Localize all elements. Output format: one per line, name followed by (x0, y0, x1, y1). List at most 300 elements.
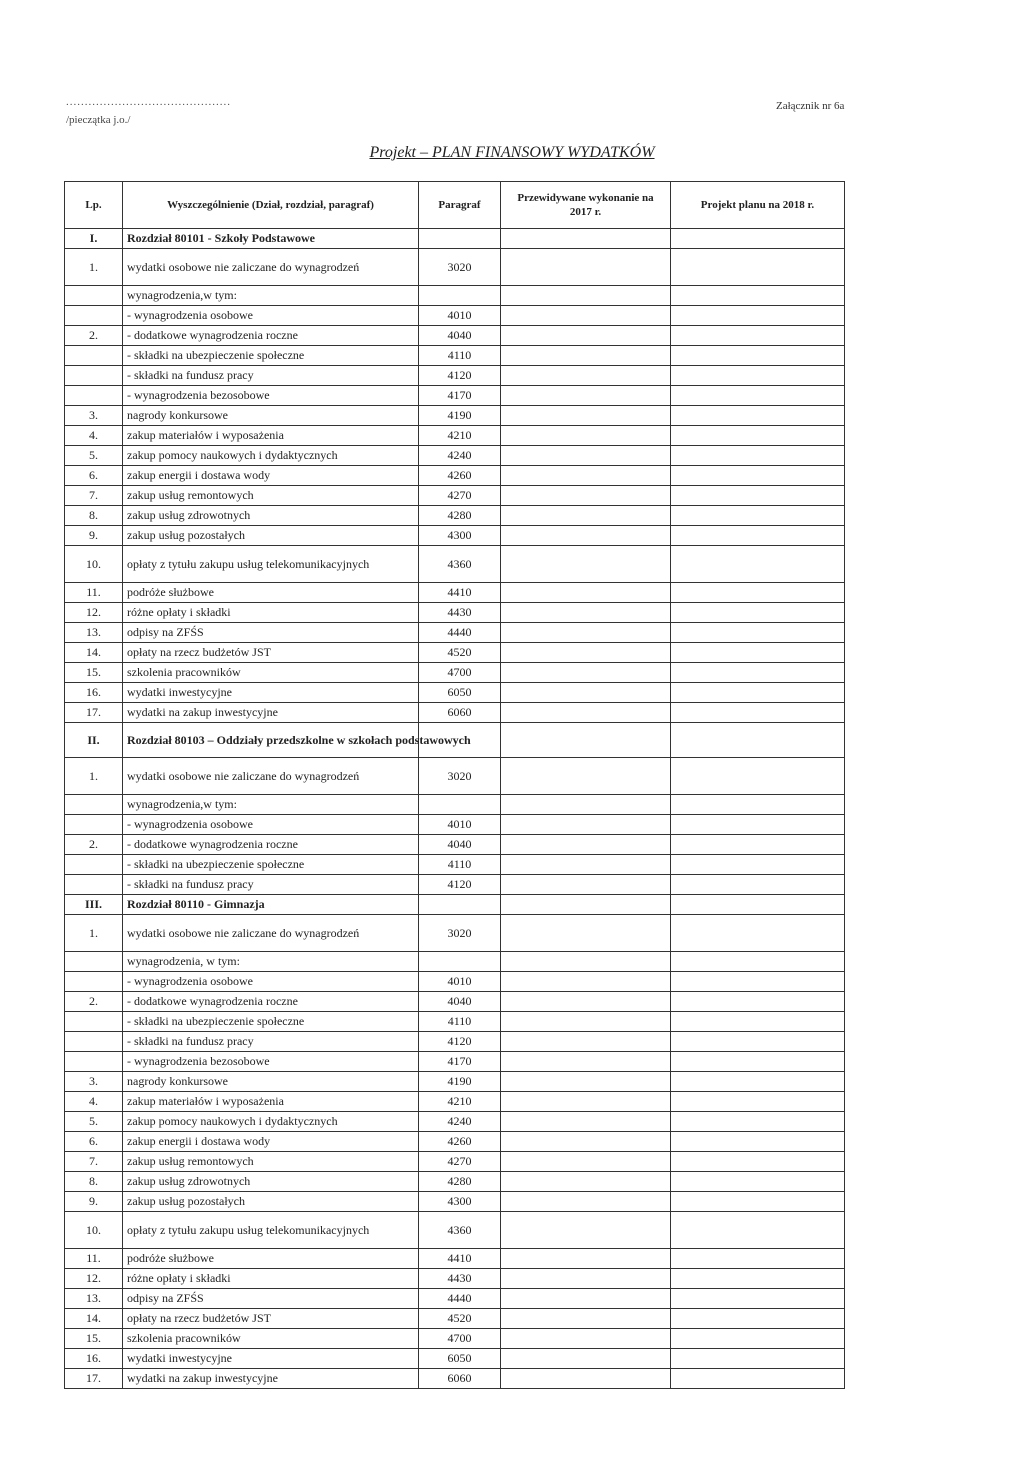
table-row (65, 583, 845, 603)
table-row (65, 1249, 845, 1269)
table-row (65, 1369, 845, 1389)
table-row (65, 758, 845, 795)
row-description: - składki na ubezpieczenie społeczne (123, 855, 419, 875)
row-paragraph (419, 795, 501, 815)
table-row (65, 546, 845, 583)
row-lp: 5. (65, 446, 123, 466)
row-plan-project (671, 526, 845, 546)
row-description: nagrody konkursowe (123, 1072, 419, 1092)
row-lp: 1. (65, 758, 123, 795)
row-expected-execution (501, 286, 671, 306)
table-row (65, 992, 845, 1012)
row-expected-execution (501, 703, 671, 723)
attachment-label: Załącznik nr 6a (776, 100, 845, 112)
table-row (65, 835, 845, 855)
row-description: wydatki osobowe nie zaliczane do wynagrodzeń (123, 915, 419, 952)
row-lp: 7. (65, 486, 123, 506)
row-lp (65, 972, 123, 992)
row-expected-execution (501, 406, 671, 426)
row-description: zakup pomocy naukowych i dydaktycznych (123, 1112, 419, 1132)
row-plan-project (671, 683, 845, 703)
row-expected-execution (501, 1052, 671, 1072)
row-description: wydatki inwestycyjne (123, 1349, 419, 1369)
row-paragraph: 4040 (419, 835, 501, 855)
row-paragraph (419, 229, 501, 249)
row-paragraph: 4260 (419, 466, 501, 486)
row-expected-execution (501, 1152, 671, 1172)
row-paragraph: 6050 (419, 683, 501, 703)
row-paragraph: 4270 (419, 1152, 501, 1172)
row-expected-execution (501, 1032, 671, 1052)
row-plan-project (671, 992, 845, 1012)
row-paragraph: 4170 (419, 1052, 501, 1072)
row-lp: 13. (65, 1289, 123, 1309)
table-row (65, 366, 845, 386)
row-expected-execution (501, 683, 671, 703)
row-lp (65, 795, 123, 815)
row-lp: 1. (65, 915, 123, 952)
table-row (65, 623, 845, 643)
row-expected-execution (501, 1192, 671, 1212)
row-expected-execution (501, 1249, 671, 1269)
section-row (65, 895, 845, 915)
table-header-row (65, 182, 845, 229)
table-row (65, 446, 845, 466)
row-plan-project (671, 1249, 845, 1269)
row-paragraph (419, 895, 501, 915)
row-lp: 11. (65, 1249, 123, 1269)
table-row (65, 663, 845, 683)
row-paragraph: 4040 (419, 326, 501, 346)
table-row (65, 386, 845, 406)
row-description: - składki na fundusz pracy (123, 1032, 419, 1052)
row-description: - dodatkowe wynagrodzenia roczne (123, 835, 419, 855)
row-plan-project (671, 758, 845, 795)
row-paragraph: 4110 (419, 1012, 501, 1032)
row-paragraph: 4170 (419, 386, 501, 406)
table-body (65, 229, 845, 1389)
row-paragraph: 4410 (419, 1249, 501, 1269)
row-paragraph: 4300 (419, 526, 501, 546)
row-lp: 2. (65, 992, 123, 1012)
row-lp: 11. (65, 583, 123, 603)
row-expected-execution (501, 583, 671, 603)
row-expected-execution (501, 366, 671, 386)
table-row (65, 1192, 845, 1212)
row-description: wynagrodzenia,w tym: (123, 286, 419, 306)
row-plan-project (671, 286, 845, 306)
row-description: wydatki na zakup inwestycyjne (123, 1369, 419, 1389)
row-paragraph: 4110 (419, 346, 501, 366)
row-plan-project (671, 1192, 845, 1212)
row-plan-project (671, 346, 845, 366)
row-plan-project (671, 1152, 845, 1172)
row-lp: 12. (65, 603, 123, 623)
row-lp: 13. (65, 623, 123, 643)
row-description: odpisy na ZFŚS (123, 623, 419, 643)
row-lp (65, 855, 123, 875)
row-plan-project (671, 703, 845, 723)
row-lp: 10. (65, 546, 123, 583)
row-plan-project (671, 366, 845, 386)
row-expected-execution (501, 835, 671, 855)
row-description: zakup usług zdrowotnych (123, 1172, 419, 1192)
table-row (65, 915, 845, 952)
row-expected-execution (501, 1329, 671, 1349)
row-plan-project (671, 895, 845, 915)
row-description: - składki na ubezpieczenie społeczne (123, 1012, 419, 1032)
row-lp (65, 1052, 123, 1072)
row-expected-execution (501, 1309, 671, 1329)
table-row (65, 1172, 845, 1192)
table-row (65, 643, 845, 663)
row-plan-project (671, 306, 845, 326)
row-expected-execution (501, 486, 671, 506)
row-lp: 3. (65, 1072, 123, 1092)
table-row (65, 486, 845, 506)
row-plan-project (671, 915, 845, 952)
table-row (65, 1012, 845, 1032)
row-paragraph: 4110 (419, 855, 501, 875)
row-plan-project (671, 1329, 845, 1349)
row-lp: 14. (65, 643, 123, 663)
row-description: opłaty na rzecz budżetów JST (123, 1309, 419, 1329)
row-paragraph: 6060 (419, 703, 501, 723)
table-row (65, 306, 845, 326)
row-description: - składki na fundusz pracy (123, 366, 419, 386)
row-description: różne opłaty i składki (123, 1269, 419, 1289)
row-paragraph: 4120 (419, 875, 501, 895)
row-plan-project (671, 723, 845, 758)
row-description: Rozdział 80101 - Szkoły Podstawowe (123, 229, 419, 249)
row-expected-execution (501, 426, 671, 446)
row-expected-execution (501, 306, 671, 326)
header-plan-project: Projekt planu na 2018 r. (671, 182, 845, 229)
row-description: wydatki inwestycyjne (123, 683, 419, 703)
row-lp: 6. (65, 1132, 123, 1152)
row-description: zakup pomocy naukowych i dydaktycznych (123, 446, 419, 466)
row-lp: 3. (65, 406, 123, 426)
row-paragraph: 3020 (419, 249, 501, 286)
row-expected-execution (501, 952, 671, 972)
row-lp (65, 346, 123, 366)
row-plan-project (671, 1112, 845, 1132)
row-paragraph: 4190 (419, 406, 501, 426)
row-lp (65, 386, 123, 406)
row-lp: 15. (65, 1329, 123, 1349)
row-expected-execution (501, 386, 671, 406)
row-lp: 8. (65, 506, 123, 526)
row-paragraph: 4240 (419, 1112, 501, 1132)
row-description: Rozdział 80103 – Oddziały przedszkolne w szkołach podstawowych (123, 723, 419, 758)
row-paragraph: 4700 (419, 663, 501, 683)
row-paragraph: 4010 (419, 815, 501, 835)
row-lp: III. (65, 895, 123, 915)
row-expected-execution (501, 815, 671, 835)
row-expected-execution (501, 506, 671, 526)
row-description: zakup usług remontowych (123, 486, 419, 506)
row-plan-project (671, 603, 845, 623)
row-expected-execution (501, 1012, 671, 1032)
row-paragraph: 4280 (419, 506, 501, 526)
row-plan-project (671, 249, 845, 286)
header-description: Wyszczególnienie (Dział, rozdział, paragraf) (123, 182, 419, 229)
table-row (65, 1092, 845, 1112)
row-plan-project (671, 386, 845, 406)
row-paragraph: 4360 (419, 546, 501, 583)
row-expected-execution (501, 603, 671, 623)
financial-plan-table (64, 181, 845, 1389)
row-description: - wynagrodzenia osobowe (123, 972, 419, 992)
section-row (65, 229, 845, 249)
row-lp: 10. (65, 1212, 123, 1249)
row-plan-project (671, 875, 845, 895)
row-plan-project (671, 583, 845, 603)
row-lp: 4. (65, 1092, 123, 1112)
row-expected-execution (501, 972, 671, 992)
row-plan-project (671, 426, 845, 446)
row-paragraph: 6060 (419, 1369, 501, 1389)
table-row (65, 795, 845, 815)
table-row (65, 466, 845, 486)
row-lp: 12. (65, 1269, 123, 1289)
row-expected-execution (501, 663, 671, 683)
table-row (65, 526, 845, 546)
row-plan-project (671, 1132, 845, 1152)
table-row (65, 1112, 845, 1132)
row-lp: 2. (65, 326, 123, 346)
row-expected-execution (501, 1092, 671, 1112)
table-row (65, 703, 845, 723)
row-plan-project (671, 1032, 845, 1052)
row-expected-execution (501, 1349, 671, 1369)
row-lp: 9. (65, 526, 123, 546)
row-description: wydatki osobowe nie zaliczane do wynagrodzeń (123, 249, 419, 286)
row-plan-project (671, 466, 845, 486)
row-paragraph: 4410 (419, 583, 501, 603)
row-lp: 8. (65, 1172, 123, 1192)
row-description: - wynagrodzenia bezosobowe (123, 386, 419, 406)
row-paragraph: 4010 (419, 306, 501, 326)
row-plan-project (671, 1012, 845, 1032)
row-lp: 17. (65, 703, 123, 723)
row-lp: 5. (65, 1112, 123, 1132)
row-paragraph: 4120 (419, 366, 501, 386)
row-lp: 14. (65, 1309, 123, 1329)
row-paragraph: 3020 (419, 915, 501, 952)
row-expected-execution (501, 915, 671, 952)
row-plan-project (671, 406, 845, 426)
row-plan-project (671, 795, 845, 815)
row-paragraph: 4520 (419, 1309, 501, 1329)
row-lp: 6. (65, 466, 123, 486)
table-row (65, 326, 845, 346)
row-lp: I. (65, 229, 123, 249)
table-row (65, 1329, 845, 1349)
row-plan-project (671, 229, 845, 249)
row-description: - wynagrodzenia osobowe (123, 815, 419, 835)
row-description: zakup energii i dostawa wody (123, 1132, 419, 1152)
row-description: opłaty z tytułu zakupu usług telekomunikacyjnych (123, 546, 419, 583)
row-description: zakup energii i dostawa wody (123, 466, 419, 486)
row-lp (65, 875, 123, 895)
row-expected-execution (501, 249, 671, 286)
header-paragraph: Paragraf (419, 182, 501, 229)
row-expected-execution (501, 1212, 671, 1249)
row-expected-execution (501, 1132, 671, 1152)
row-lp: 1. (65, 249, 123, 286)
row-plan-project (671, 506, 845, 526)
stamp-dotted-line: ............................................ (66, 96, 231, 108)
row-description: zakup materiałów i wyposażenia (123, 1092, 419, 1112)
row-description: zakup usług pozostałych (123, 526, 419, 546)
row-lp: 15. (65, 663, 123, 683)
row-description: zakup usług remontowych (123, 1152, 419, 1172)
row-lp (65, 366, 123, 386)
table-row (65, 1349, 845, 1369)
row-description: szkolenia pracowników (123, 663, 419, 683)
row-description: szkolenia pracowników (123, 1329, 419, 1349)
row-description: - wynagrodzenia bezosobowe (123, 1052, 419, 1072)
row-paragraph: 4210 (419, 426, 501, 446)
row-description: - składki na fundusz pracy (123, 875, 419, 895)
page-title: Projekt – PLAN FINANSOWY WYDATKÓW (369, 144, 655, 161)
row-plan-project (671, 546, 845, 583)
table-row (65, 506, 845, 526)
header-expected-execution: Przewidywane wykonanie na 2017 r. (501, 182, 671, 229)
row-paragraph: 4040 (419, 992, 501, 1012)
table-row (65, 1152, 845, 1172)
table-row (65, 1032, 845, 1052)
row-description: zakup usług pozostałych (123, 1192, 419, 1212)
table-row (65, 426, 845, 446)
table-row (65, 346, 845, 366)
table-row (65, 406, 845, 426)
row-description: wydatki osobowe nie zaliczane do wynagrodzeń (123, 758, 419, 795)
row-description: wydatki na zakup inwestycyjne (123, 703, 419, 723)
row-description: - dodatkowe wynagrodzenia roczne (123, 326, 419, 346)
row-lp: 9. (65, 1192, 123, 1212)
row-description: opłaty z tytułu zakupu usług telekomunikacyjnych (123, 1212, 419, 1249)
row-lp (65, 1012, 123, 1032)
row-paragraph: 4430 (419, 1269, 501, 1289)
row-lp: 7. (65, 1152, 123, 1172)
row-lp: 2. (65, 835, 123, 855)
row-description: zakup usług zdrowotnych (123, 506, 419, 526)
row-paragraph: 4440 (419, 623, 501, 643)
row-description: podróże służbowe (123, 583, 419, 603)
row-expected-execution (501, 229, 671, 249)
row-description: różne opłaty i składki (123, 603, 419, 623)
table-row (65, 875, 845, 895)
table-row (65, 855, 845, 875)
table-row (65, 1269, 845, 1289)
row-plan-project (671, 1309, 845, 1329)
row-expected-execution (501, 855, 671, 875)
row-plan-project (671, 623, 845, 643)
table-row (65, 1309, 845, 1329)
row-paragraph: 4210 (419, 1092, 501, 1112)
row-plan-project (671, 1269, 845, 1289)
row-plan-project (671, 1212, 845, 1249)
row-expected-execution (501, 446, 671, 466)
row-lp (65, 815, 123, 835)
row-plan-project (671, 1172, 845, 1192)
row-expected-execution (501, 1289, 671, 1309)
row-plan-project (671, 815, 845, 835)
row-paragraph: 4240 (419, 446, 501, 466)
row-plan-project (671, 952, 845, 972)
row-paragraph: 6050 (419, 1349, 501, 1369)
table-row (65, 1072, 845, 1092)
table-row (65, 1052, 845, 1072)
row-plan-project (671, 1369, 845, 1389)
row-paragraph: 4010 (419, 972, 501, 992)
row-paragraph: 4120 (419, 1032, 501, 1052)
row-expected-execution (501, 1072, 671, 1092)
row-lp: II. (65, 723, 123, 758)
table-row (65, 972, 845, 992)
row-expected-execution (501, 1269, 671, 1289)
row-description: wynagrodzenia,w tym: (123, 795, 419, 815)
row-expected-execution (501, 526, 671, 546)
row-paragraph: 4190 (419, 1072, 501, 1092)
row-plan-project (671, 1289, 845, 1309)
row-paragraph: 4360 (419, 1212, 501, 1249)
row-expected-execution (501, 1172, 671, 1192)
row-plan-project (671, 855, 845, 875)
row-lp (65, 306, 123, 326)
row-paragraph: 3020 (419, 758, 501, 795)
row-lp: 16. (65, 683, 123, 703)
row-plan-project (671, 486, 845, 506)
row-plan-project (671, 972, 845, 992)
row-plan-project (671, 1052, 845, 1072)
row-lp: 16. (65, 1349, 123, 1369)
row-paragraph: 4300 (419, 1192, 501, 1212)
row-expected-execution (501, 643, 671, 663)
table-row (65, 603, 845, 623)
table-row (65, 1212, 845, 1249)
table-row (65, 683, 845, 703)
row-expected-execution (501, 466, 671, 486)
row-description: - wynagrodzenia osobowe (123, 306, 419, 326)
row-expected-execution (501, 623, 671, 643)
row-paragraph: 4280 (419, 1172, 501, 1192)
row-description: opłaty na rzecz budżetów JST (123, 643, 419, 663)
row-expected-execution (501, 1112, 671, 1132)
row-paragraph: 4260 (419, 1132, 501, 1152)
row-plan-project (671, 326, 845, 346)
row-description: nagrody konkursowe (123, 406, 419, 426)
row-paragraph: 4440 (419, 1289, 501, 1309)
row-paragraph: 4430 (419, 603, 501, 623)
row-plan-project (671, 1072, 845, 1092)
header-lp: Lp. (65, 182, 123, 229)
table-row (65, 952, 845, 972)
row-lp (65, 952, 123, 972)
row-lp (65, 1032, 123, 1052)
row-plan-project (671, 1349, 845, 1369)
table-row (65, 1132, 845, 1152)
row-description: - dodatkowe wynagrodzenia roczne (123, 992, 419, 1012)
row-expected-execution (501, 875, 671, 895)
table-row (65, 249, 845, 286)
stamp-label: /pieczątka j.o./ (66, 114, 131, 126)
row-paragraph (419, 952, 501, 972)
section-row (65, 723, 845, 758)
table-row (65, 815, 845, 835)
